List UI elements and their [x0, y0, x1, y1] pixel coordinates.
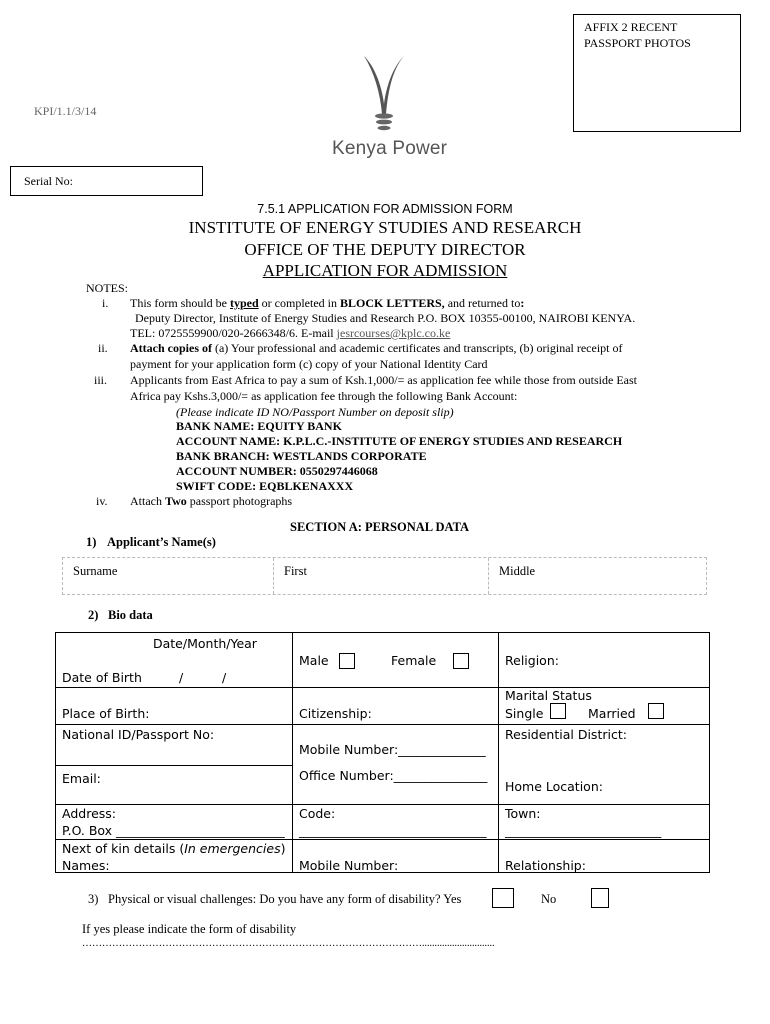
single-checkbox[interactable] — [550, 703, 566, 719]
first-name-field[interactable]: First — [284, 564, 307, 578]
address-label: Address: — [62, 806, 116, 821]
residential-district-field[interactable]: Residential District: — [505, 727, 627, 742]
bank-name: BANK NAME: EQUITY BANK — [176, 419, 342, 433]
single-label: Single — [505, 706, 544, 721]
male-checkbox[interactable] — [339, 653, 355, 669]
religion-field[interactable]: Religion: — [505, 653, 559, 668]
account-name: ACCOUNT NAME: K.P.L.C.-INSTITUTE OF ENERGY STUDIES AND RESEARCH — [176, 434, 623, 448]
note-3-line2: Africa pay Kshs.3,000/= as application fee through the following Bank Account: — [130, 389, 518, 403]
logo-wordmark: Kenya Power — [332, 138, 448, 159]
note-1-text — [130, 296, 524, 312]
photo-placeholder-box — [573, 14, 741, 132]
note-2-line2: payment for your application form (c) copy of your National Identity Card — [130, 357, 488, 371]
note-2-bold: Attach copies of — [130, 341, 212, 355]
form-code-title: 7.5.1 APPLICATION FOR ADMISSION FORM — [257, 202, 513, 216]
note-1-colon: : — [520, 296, 525, 310]
note-4-text — [130, 494, 292, 510]
male-label: Male — [299, 653, 329, 668]
question-2-number: 2) — [88, 608, 99, 622]
national-id-field[interactable]: National ID/Passport No: — [62, 727, 215, 742]
code-label: Code: — [299, 806, 336, 821]
note-1-telephone: TEL: 0725559900/020-2666348/6. E-mail — [130, 326, 337, 340]
notes-heading: NOTES: — [86, 281, 128, 295]
institute-title: INSTITUTE OF ENERGY STUDIES AND RESEARCH — [188, 218, 582, 237]
office-title: OFFICE OF THE DEPUTY DIRECTOR — [244, 240, 526, 259]
account-number: ACCOUNT NUMBER: 0550297446068 — [176, 464, 378, 478]
disability-form-field[interactable]: …………………………………………………………………………………………............................. — [82, 938, 495, 949]
section-a-title: SECTION A: PERSONAL DATA — [290, 520, 470, 534]
home-location-field[interactable]: Home Location: — [505, 779, 603, 794]
disability-question: Physical or visual challenges: Do you have any form of disability? Yes — [108, 892, 462, 906]
office-number-field[interactable]: Office Number:_______________ — [299, 768, 488, 783]
citizenship-field[interactable]: Citizenship: — [299, 706, 372, 721]
kin-names-field[interactable]: Names: — [62, 858, 110, 873]
note-4-part-a: Attach — [130, 494, 165, 508]
reference-code: KPI/1.1/3/14 — [34, 104, 97, 118]
female-label: Female — [391, 653, 437, 668]
dob-slash-1: / — [179, 670, 184, 685]
note-1-part-a: This form should be — [130, 296, 230, 310]
disability-form-label: If yes please indicate the form of disability — [82, 922, 297, 936]
town-label: Town: — [505, 806, 541, 821]
note-1-contact — [130, 326, 450, 342]
swift-code: SWIFT CODE: EQBLKENAXXX — [176, 479, 354, 493]
kenya-power-logo-icon — [356, 52, 412, 136]
note-4-part-b: passport photographs — [186, 494, 293, 508]
female-checkbox[interactable] — [453, 653, 469, 669]
disability-no-label: No — [541, 892, 557, 906]
photo-note-line1: AFFIX 2 RECENT — [584, 20, 678, 34]
serial-number-box[interactable] — [10, 166, 203, 196]
disability-no-checkbox[interactable] — [591, 888, 609, 908]
email-link[interactable]: jesrcourses@kplc.co.ke — [336, 326, 451, 340]
note-1-number: i. — [102, 296, 109, 310]
note-1-address: Deputy Director, Institute of Energy Studies and Research P.O. BOX 10355-00100, NAIROBI KENYA. — [135, 311, 636, 325]
next-of-kin-text: Next of kin details ( — [62, 841, 185, 856]
in-emergencies-text: In emergencies — [184, 841, 281, 856]
dob-slash-2: / — [222, 670, 227, 685]
bio-data-table — [55, 632, 710, 873]
note-2-text — [130, 341, 623, 357]
married-label: Married — [588, 706, 636, 721]
code-field[interactable]: ______________________________ — [299, 823, 487, 838]
applicant-names-label: Applicant’s Name(s) — [107, 535, 216, 549]
middle-name-field[interactable]: Middle — [499, 564, 536, 578]
note-1-part-b: or completed in — [258, 296, 340, 310]
date-format-label: Date/Month/Year — [153, 636, 257, 651]
bank-branch: BANK BRANCH: WESTLANDS CORPORATE — [176, 449, 427, 463]
deposit-slip-note: (Please indicate ID NO/Passport Number on deposit slip) — [176, 405, 454, 419]
date-of-birth-label: Date of Birth — [62, 670, 142, 685]
town-field[interactable]: _________________________ — [505, 823, 662, 838]
note-4-number: iv. — [96, 494, 108, 508]
question-3-number: 3) — [88, 892, 99, 906]
marital-status-label: Marital Status — [505, 688, 592, 703]
note-3-line1: Applicants from East Africa to pay a sum of Ksh.1,000/= as application fee while those from outside East — [130, 373, 637, 387]
note-4-bold: Two — [165, 494, 187, 508]
application-title: APPLICATION FOR ADMISSION — [262, 261, 508, 280]
kin-mobile-field[interactable]: Mobile Number: — [299, 858, 399, 873]
kin-relationship-field[interactable]: Relationship: — [505, 858, 586, 873]
place-of-birth-field[interactable]: Place of Birth: — [62, 706, 150, 721]
note-1-part-c: and returned to — [444, 296, 521, 310]
note-1-typed: typed — [230, 296, 259, 310]
note-3-number: iii. — [94, 373, 108, 387]
serial-label: Serial No: — [24, 174, 73, 188]
note-1-block-letters: BLOCK LETTERS, — [339, 296, 445, 310]
next-of-kin-close: ) — [280, 841, 286, 856]
question-1-number: 1) — [86, 535, 97, 549]
surname-field[interactable]: Surname — [73, 564, 118, 578]
email-field[interactable]: Email: — [62, 771, 101, 786]
po-box-field[interactable]: P.O. Box ___________________________ — [62, 823, 285, 838]
applicant-names-box — [62, 557, 707, 595]
bio-data-label: Bio data — [108, 608, 153, 622]
married-checkbox[interactable] — [648, 703, 664, 719]
mobile-number-field[interactable]: Mobile Number:______________ — [299, 742, 486, 757]
photo-note-line2: PASSPORT PHOTOS — [584, 36, 691, 50]
note-2-part-a: (a) Your professional and academic certificates and transcripts, (b) original receipt of — [211, 341, 623, 355]
note-2-number: ii. — [98, 341, 108, 355]
next-of-kin-label — [62, 841, 285, 856]
disability-yes-checkbox[interactable] — [492, 888, 514, 908]
